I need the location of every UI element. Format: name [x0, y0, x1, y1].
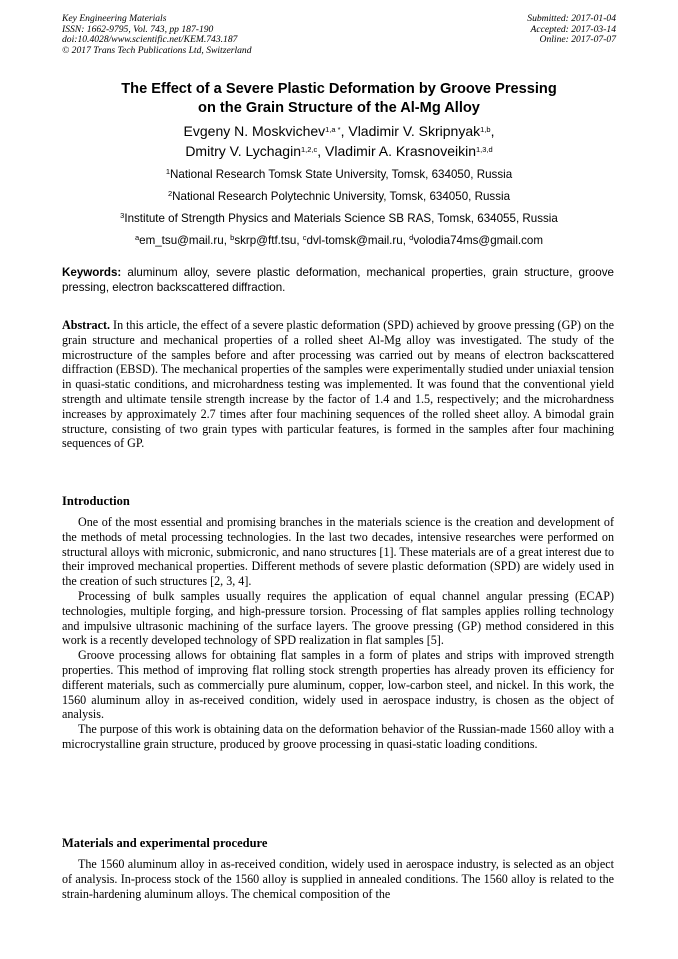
introduction-body	[62, 515, 614, 752]
paragraph: Processing of bulk samples usually requires the application of equal channel angular pressing (ECAP) technologies, multiple forging, and high-pressure torsion. Processing of flat samples applies rolling technology and impulsive ultrasonic machining of the surface layers. The groove pressing (GP) method considered in this work is a recently developed technology of SPD realization in flat samples [5].	[62, 588, 614, 648]
materials-body	[62, 857, 614, 901]
author-name: Vladimir A. Krasnoveikin	[325, 142, 476, 159]
affiliation-number: 1	[165, 167, 170, 176]
email-marker: b	[230, 233, 235, 242]
author-affiliation-marker: 1,b	[480, 125, 491, 134]
submitted-date: Submitted: 2017-01-04	[527, 13, 616, 24]
paragraph: One of the most essential and promising branches in the materials science is the creation and development of the methods of metal processing technologies. In the last two decades, intensive researches were performed on structural alloys with micronic, submicronic, and nano structures [1]. These materials are of a great interest due to their improved mechanical properties. Different methods of severe plastic deformation (SPD) are widely used in the creation of such structures [2, 3, 4].	[62, 515, 614, 589]
paragraph: Groove processing allows for obtaining flat samples in a form of plates and strips with improved strength properties. This method of improving flat rolling stock strength properties has already proven its efficiency for different materials, such as commercially pure aluminum, copper, low-carbon steel, and nickel. In this work, the 1560 aluminum alloy in as-received condition, widely used in aerospace industry, is chosen as the object of analysis.	[62, 648, 614, 722]
author-list	[40, 122, 638, 161]
journal-name: Key Engineering Materials	[62, 13, 167, 24]
email-line	[40, 230, 638, 252]
journal-header-right	[527, 14, 616, 46]
title-line-2: on the Grain Structure of the Al-Mg Alloy	[198, 100, 480, 116]
paragraph: The 1560 aluminum alloy in as-received condition, widely used in aerospace industry, is selected as an object of analysis. In-process stock of the 1560 alloy is supplied in annealed conditions. The 1560 alloy is related to the strain-hardening aluminum alloys. The chemical composition of the	[62, 857, 614, 901]
author-name: Vladimir V. Skripnyak	[348, 123, 481, 139]
affiliation-text: National Research Tomsk State University, Tomsk, 634050, Russia	[170, 168, 513, 181]
author-name: Evgeny N. Moskvichev	[183, 123, 326, 139]
copyright-line: © 2017 Trans Tech Publications Ltd, Switzerland	[62, 44, 252, 56]
materials-heading: Materials and experimental procedure	[62, 836, 268, 850]
keywords-text: aluminum alloy, severe plastic deformation, mechanical properties, grain structure, groove pressing, electron backscattered diffraction.	[62, 266, 614, 294]
email-address[interactable]: dvl-tomsk@mail.ru,	[306, 234, 410, 247]
author-separator: ,	[340, 123, 349, 139]
paper-title	[40, 80, 638, 118]
email-address[interactable]: em_tsu@mail.ru,	[139, 234, 231, 247]
online-date: Online: 2017-07-07	[539, 34, 616, 46]
accepted-date: Accepted: 2017-03-14	[530, 23, 616, 35]
title-line-1: The Effect of a Severe Plastic Deformation by Groove Pressing	[121, 81, 557, 97]
author-name: Dmitry V. Lychagin	[185, 142, 301, 159]
affiliation-text: Institute of Strength Physics and Materials Science SB RAS, Tomsk, 634055, Russia	[124, 212, 558, 225]
abstract-label: Abstract.	[62, 318, 111, 332]
author-line-1	[40, 122, 638, 142]
affiliation-number: 2	[167, 189, 173, 198]
author-affiliation-marker: 1,2,c	[301, 144, 318, 154]
keywords-label: Keywords:	[62, 266, 122, 279]
keywords-block	[62, 265, 614, 295]
email-marker: a	[134, 233, 140, 242]
author-line-2	[40, 142, 638, 162]
affiliation-item	[40, 164, 638, 186]
affiliation-text: National Research Polytechnic University, Tomsk, 634050, Russia	[172, 190, 511, 203]
author-separator: ,	[317, 142, 326, 159]
abstract-block	[62, 318, 614, 451]
affiliation-list	[40, 164, 638, 252]
author-affiliation-marker: 1,a *	[325, 125, 341, 134]
journal-header-left	[62, 14, 252, 56]
email-marker: c	[302, 233, 307, 242]
abstract-text: In this article, the effect of a severe plastic deformation (SPD) achieved by groove pressing (GP) on the grain structure and mechanical properties of a rolled sheet Al-Mg alloy was investigated. The study of the microstructure of the samples before and after processing was carried out by means of electron backscattered diffraction (EBSD). The mechanical properties of the samples were experimentally studied under uniaxial tension in quasi-static conditions, and microhardness testing was implemented. It was found that the conventional yield strength and ultimate tensile strength increase by the factor of 1.4 and 1.5, respectively; and the microhardness increases by approximately 2.7 times after four machining sequences of the rolled sheet alloy. A bimodal grain structure, consisting of two grain types with particular features, is formed in the samples after four machining sequences of GP.	[62, 318, 614, 451]
email-address[interactable]: skrp@ftf.tsu,	[234, 234, 303, 247]
author-separator: ,	[490, 123, 495, 139]
paragraph: The purpose of this work is obtaining data on the deformation behavior of the Russian-made 1560 alloy with a microcrystalline grain structure, produced by groove processing in quasi-static loading conditions.	[62, 722, 614, 751]
issn-line: ISSN: 1662-9795, Vol. 743, pp 187-190	[62, 23, 214, 35]
affiliation-item	[40, 208, 638, 230]
doi-line: doi:10.4028/www.scientific.net/KEM.743.187	[62, 34, 238, 46]
email-address[interactable]: volodia74ms@gmail.com	[413, 234, 544, 247]
introduction-heading: Introduction	[62, 494, 130, 508]
author-affiliation-marker: 1,3,d	[476, 144, 493, 154]
affiliation-item	[40, 186, 638, 208]
affiliation-number: 3	[120, 211, 125, 220]
email-marker: d	[409, 233, 414, 242]
